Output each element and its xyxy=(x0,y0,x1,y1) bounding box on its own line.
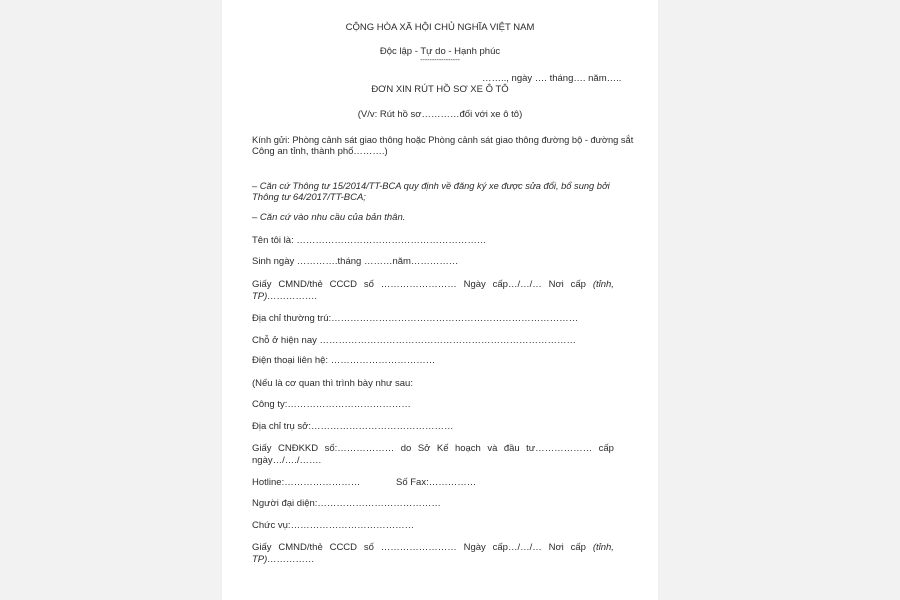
id2-word-8: Nơi xyxy=(548,542,564,553)
id2-word-10: (tỉnh, xyxy=(592,542,614,553)
business-license-line-1-cont: ngày…/…./……. xyxy=(252,455,322,466)
addressee-line-1: Kính gửi: Phòng cảnh sát giao thông hoặc Phòng cảnh sát giao thông đường bộ - đường sắt xyxy=(252,135,634,145)
id2-word-2: CMND/thẻ xyxy=(278,542,323,553)
permanent-address-field: Địa chỉ thường trú:…………………………………………………………………… xyxy=(252,313,579,324)
position-field: Chức vụ:………………………………… xyxy=(252,520,415,531)
addressee-line-2: Công an tỉnh, thành phố……….) xyxy=(252,146,388,157)
bl-word-8: và xyxy=(487,443,498,454)
id-word-8: Nơi xyxy=(548,279,564,290)
dob-field: Sinh ngày ………….tháng ………năm…………… xyxy=(252,256,459,267)
id2-word-4: số xyxy=(363,542,374,553)
legal-basis-1: – Căn cứ Thông tư 15/2014/TT-BCA quy định về đăng ký xe được sửa đổi, bổ sung bởi xyxy=(252,181,610,191)
bl-word-3: số:……………… xyxy=(324,443,395,454)
id2-word-6: Ngày xyxy=(463,542,486,553)
id2-word-7: cấp…/…/… xyxy=(492,542,542,553)
fax-field: Số Fax:…………… xyxy=(396,477,477,488)
id2-word-3: CCCD xyxy=(329,542,358,553)
id-word-3: CCCD xyxy=(329,279,358,290)
id-word-7: cấp…/…/… xyxy=(492,279,542,290)
bl-word-11: cấp xyxy=(598,443,614,454)
id-word-4: số xyxy=(363,279,374,290)
id2-word-5: …………………… xyxy=(380,542,457,553)
id2-word-1: Giấy xyxy=(252,542,272,553)
bl-word-6: Kế xyxy=(436,443,449,454)
bl-word-2: CNĐKKD xyxy=(278,443,319,454)
legal-basis-2: – Căn cứ vào nhu cầu của bản thân. xyxy=(252,212,406,223)
phone-field: Điện thoại liên hệ: …………………………… xyxy=(252,355,436,366)
legal-basis-1-cont: Thông tư 64/2017/TT-BCA; xyxy=(252,192,366,203)
company-field: Công ty:………………………………… xyxy=(252,399,411,410)
bl-word-5: Sở xyxy=(417,443,431,454)
id-word-10: (tỉnh, xyxy=(592,279,614,290)
header-divider: ----------------- xyxy=(420,57,460,64)
bl-word-10: tư……………… xyxy=(526,443,593,454)
id-word-9: cấp xyxy=(570,279,586,290)
residence-field: Chỗ ở hiện nay ……………………………………………………………………… xyxy=(252,335,576,346)
bl-word-7: hoạch xyxy=(454,443,481,454)
id-card-line-1 xyxy=(252,279,614,291)
id-word-1: Giấy xyxy=(252,279,272,290)
date-line: …….., ngày …. tháng…. năm….. xyxy=(482,73,622,84)
representative-field: Người đại diện:………………………………… xyxy=(252,498,441,509)
bl-word-1: Giấy xyxy=(252,443,272,454)
id-word-5: …………………… xyxy=(380,279,457,290)
hotline-field: Hotline:…………………… xyxy=(252,477,361,488)
country-header: CỘNG HÒA XÃ HỘI CHỦ NGHĨA VIỆT NAM xyxy=(345,22,535,33)
id-card-line-2-cont: TP)…………… xyxy=(252,554,315,565)
subject-line: (V/v: Rút hồ sơ…………đối với xe ô tô) xyxy=(357,109,523,120)
organization-note: (Nếu là cơ quan thì trình bày như sau: xyxy=(252,378,413,389)
document-title: ĐƠN XIN RÚT HỒ SƠ XE Ô TÔ xyxy=(371,84,509,95)
motto: Độc lập - Tự do - Hạnh phúc xyxy=(379,46,501,57)
id-word-6: Ngày xyxy=(463,279,486,290)
id2-word-9: cấp xyxy=(570,542,586,553)
id-card-line-2 xyxy=(252,542,614,554)
bl-word-9: đầu xyxy=(503,443,520,454)
id-card-line-1-cont: TP)……………. xyxy=(252,291,318,302)
bl-word-4: do xyxy=(400,443,412,454)
document-page xyxy=(222,0,658,600)
headquarters-field: Địa chỉ trụ sở:……………………………………… xyxy=(252,421,454,432)
id-word-2: CMND/thẻ xyxy=(278,279,323,290)
name-field: Tên tôi là: …………………………………………………… xyxy=(252,235,487,246)
business-license-line-1 xyxy=(252,443,614,455)
